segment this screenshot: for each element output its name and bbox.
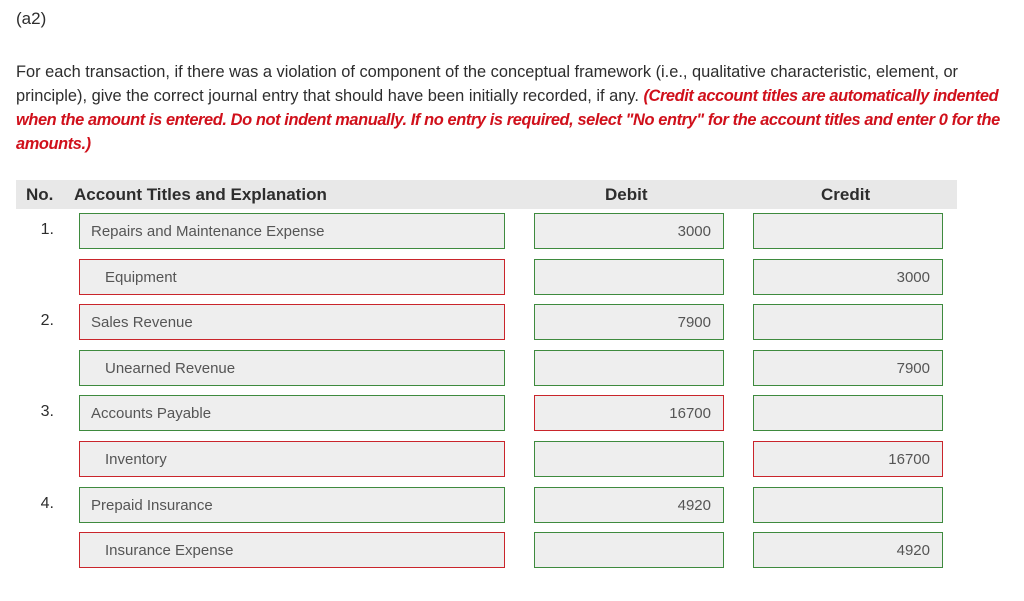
account-title-value: Sales Revenue [91,313,193,331]
account-title-field[interactable] [79,532,505,568]
account-title-field[interactable] [79,395,505,431]
credit-amount-field[interactable] [753,213,943,249]
header-account-titles: Account Titles and Explanation [74,185,327,204]
debit-amount-value: 16700 [669,404,711,422]
credit-amount-value: 3000 [896,268,930,286]
entry-number: 1. [40,221,54,238]
account-title-value: Unearned Revenue [105,359,236,377]
account-title-field[interactable] [79,304,505,340]
entry-number: 2. [40,312,54,329]
debit-amount-field[interactable] [534,350,724,386]
credit-amount-value: 4920 [896,541,930,559]
instructions-note: (Credit account titles are automatically indented when the amount is entered. Do not indent manually. If no entry is required, select "No entry" for the account titles and enter 0 for the amounts.) [16,87,1000,153]
debit-amount-field[interactable] [534,441,724,477]
account-title-value: Repairs and Maintenance Expense [91,222,325,240]
header-debit: Debit [605,185,648,204]
debit-amount-field[interactable] [534,487,724,523]
credit-amount-field[interactable] [753,487,943,523]
account-title-value: Insurance Expense [105,541,234,559]
debit-amount-field[interactable] [534,304,724,340]
credit-amount-field[interactable] [753,441,943,477]
credit-amount-field[interactable] [753,532,943,568]
debit-amount-field[interactable] [534,395,724,431]
account-title-field[interactable] [79,350,505,386]
entry-number: 3. [40,403,54,420]
credit-amount-field[interactable] [753,350,943,386]
account-title-field[interactable] [79,441,505,477]
debit-amount-value: 3000 [677,222,711,240]
account-title-value: Inventory [105,450,167,468]
credit-amount-field[interactable] [753,395,943,431]
credit-amount-field[interactable] [753,259,943,295]
header-credit: Credit [821,185,871,204]
credit-amount-value: 16700 [888,450,930,468]
header-no: No. [26,185,54,204]
part-label: (a2) [16,9,47,28]
instructions [16,60,1020,156]
debit-amount-value: 7900 [677,313,711,331]
debit-amount-field[interactable] [534,532,724,568]
entry-number: 4. [40,495,54,512]
account-title-value: Accounts Payable [91,404,212,422]
credit-amount-field[interactable] [753,304,943,340]
credit-amount-value: 7900 [896,359,930,377]
account-title-value: Prepaid Insurance [91,496,213,514]
instructions-text: For each transaction, if there was a violation of component of the conceptual framework (i.e., qualitative characteristic, element, or principle), give the correct journal entry that should have been initially recorded, if any. [16,63,959,105]
debit-amount-value: 4920 [677,496,711,514]
debit-amount-field[interactable] [534,213,724,249]
debit-amount-field[interactable] [534,259,724,295]
account-title-field[interactable] [79,213,505,249]
account-title-field[interactable] [79,487,505,523]
account-title-value: Equipment [105,268,177,286]
account-title-field[interactable] [79,259,505,295]
